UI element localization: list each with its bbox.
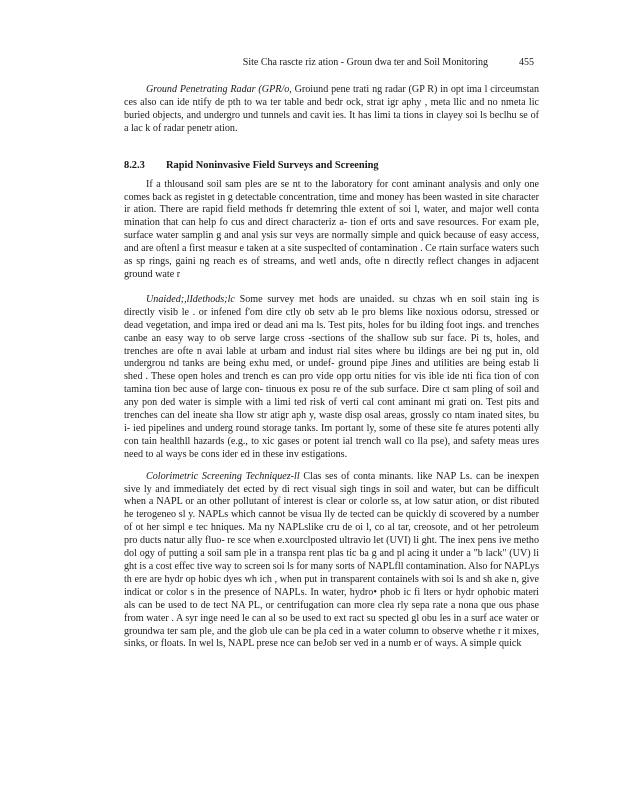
intro-text: If a thlousand soil sam ples are se nt to the laboratory for cont aminant analysis and only one comes back as registet in g detectable concentration, time and money has been wasted in site character ir ation. There are rapid field methods fr detemring thle extent of soi l, water, and major well conta mination that can help fo cus and direct characteriz a- tion ef orts and save resources. For exam ple, surface water samplin g and anal ysis sur veys are normally simple and quick because of easy access, and are oftenl a first measur e taken at a site suspeclted of contamination . Ce rtain surface waters such as sp rings, gaini ng reach es of streams, and wetl ands, ofte n directly reflect changes in adjacent ground wate r xyxy=(124,178,539,280)
colorimetric-text: Clas ses of conta minants. like NAP Ls. can be inexpen sive ly and immediately det ected by di rect visual sigh tings in soil and water, but can be difficult when a NAPL or an other pollutant of interest is clear or colorle ss, at low satur ation, or dist ributed he terogeneo sl y. NAPLs which cannot be visua lly de tected can be quickly di scovered by a number of ot her simpl e tec hniques. Ma ny NAPLslike cru de oi l, co al tar, creosote, and ot her petroleum pro ducts natur ally fluo- re sce when e.xourclposted ultravio let (UVI) li ght. The inex pens ive metho dol ogy of putting a soil sam ple in a transpa rent plas tic ba g and pl acing it under a "b lack" (UV) li ght is a cost effec tive way to screen soi ls for many sorts of NAPLfll contamination. Also for NAPLys th ere are hydr op hobic dyes wh ich , when put in transparent containels with soi ls and sh ake n, give indicat or color s in the presence of NAPLs. In water, hydro• phob ic fi lters or hydr ophobic materi als can be used to de tect NA PL, or centrifugation can more clea rly sepa rate a nona que ous phase from water . A syr inge need le can al so be used to ext ract su spected gl obu les in a surf ace water or groundwa ter sam ple, and the glob ule can be pla ced in a water column to observe whethe r it mixes, sinks, or floats. In wel ls, NAPL prese nce can beJob ser ved in a numb er of ways. A simple quick xyxy=(124,470,539,650)
running-title: Site Cha rascte riz ation - Groun dwa ter and Soil Monitoring xyxy=(242,57,488,68)
unaided-lead-term: Unaided;,lIdethods;lc xyxy=(146,293,235,305)
page-header xyxy=(124,57,534,71)
unaided-text: Some survey met hods are unaided. su chzas wh en soil stain ing is directly visib le . or infened f'om dire ctly ob setv ab le pro blems like noxious odorsu, stressed or dead vegetation, and impa ired or dead ani ma ls. Test pits, holes for bu ilding foot ings. and trenches canbe an easy way to ob serve large cross -sections of the shallow sub sur face. Pi ts, holes, and trenches are ofte n avai lable at urbam and indust rial sites where bu ildings are bei ng put in, old undergrou nd tanks are being exhu med, or undef- ground pipe Jines and utilities are being estab li shed . These open holes and trench es can pro vide opp ortu nities for vis ible ide nti fica tion of con tamina tion bec ause of large con- tinuous ex posu re of the sub surface. Dire ct sam pling of soil and any pon ded water is simple with a limi ted risk of verti cal cont aminant mi grati on. Test pits and trenches can del ineate sha llow str atigr aph y, waste disp osal areas, grossly co ntam inated sites, bu i- ied pipelines and underg round storage tanks. Im portant ly, some of these site fe atures potenti ally con tain healthll hazards (e.g., to xic gases or potent ial trench wall co lla pse), and safety meas ures need to al ways be cons ider ed in these inv estigations. xyxy=(124,293,539,460)
unaided-paragraph xyxy=(124,294,539,462)
colorimetric-paragraph xyxy=(124,471,539,652)
section-title: Rapid Noninvasive Field Surveys and Screening xyxy=(166,159,379,171)
colorimetric-lead-term: Colorimetric Screening Techniquez-ll xyxy=(146,470,300,482)
page-number: 455 xyxy=(519,57,534,68)
gpr-paragraph xyxy=(124,84,539,136)
section-number: 8.2.3 xyxy=(124,159,145,171)
gpr-lead-term: Ground Penetrating Radar (GPR/o, xyxy=(146,84,292,95)
section-heading xyxy=(124,159,539,172)
intro-paragraph xyxy=(124,179,539,282)
gpr-text: Groiund pene trati ng radar (GP R) in opt ima l circeumstan ces also can ide ntify de pth to wa ter table and bedr ock, strat igr aphy , meta llic and no nmeta lic buried objects, and undergro und tunnels and cavit ies. It has limi ta tions in clayey soi ls beclhu se of a lac k of radar penetr ation. xyxy=(124,84,539,134)
page-body xyxy=(124,84,539,651)
